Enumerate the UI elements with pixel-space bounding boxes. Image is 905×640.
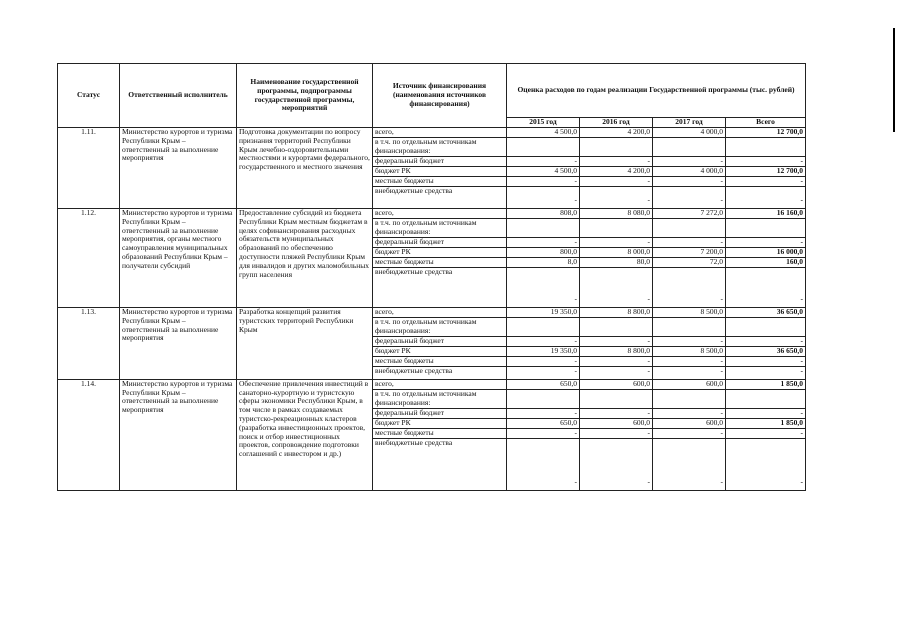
row-program: Обеспечение привлечения инвестиций в санаторно-курортную и туристскую сферы экономики Республики Крым, в том числе в рамках создаваемых туристско-рекреационных кластеров (разработка инвестиционных проектов, поиск и отбор инвестиционных проектов, сопровождение подготовки соглашений с инвестором и др.): [237, 379, 373, 490]
value-2016: [580, 219, 653, 238]
value-2017: 600,0: [653, 418, 726, 428]
value-total: [726, 219, 806, 238]
value-total: -: [726, 268, 806, 308]
financing-source: федеральный бюджет: [373, 408, 507, 418]
value-2017: [653, 389, 726, 408]
value-2017: 8 500,0: [653, 308, 726, 318]
financing-source: местные бюджеты: [373, 177, 507, 187]
value-2016: -: [580, 408, 653, 418]
value-2015: -: [507, 357, 580, 367]
value-2015: 19 350,0: [507, 347, 580, 357]
value-total: -: [726, 428, 806, 438]
value-2016: -: [580, 367, 653, 380]
value-2017: 4 000,0: [653, 167, 726, 177]
value-2017: -: [653, 438, 726, 490]
value-2016: -: [580, 438, 653, 490]
value-2016: 4 200,0: [580, 167, 653, 177]
value-total: 36 650,0: [726, 308, 806, 318]
header-executor: Ответственный исполнитель: [120, 64, 237, 128]
financing-source: всего,: [373, 308, 507, 318]
header-year-2015: 2015 год: [507, 118, 580, 128]
value-2016: -: [580, 337, 653, 347]
financing-source: местные бюджеты: [373, 357, 507, 367]
header-source: Источник финансирования (наименования источников финансирования): [373, 64, 507, 128]
row-status: 1.13.: [58, 308, 120, 380]
value-2016: [580, 138, 653, 157]
header-program: Наименование государственной программы, подпрограммы государственной программы, мероприятий: [237, 64, 373, 128]
value-total: [726, 318, 806, 337]
value-total: 1 850,0: [726, 379, 806, 389]
financing-source: бюджет РК: [373, 167, 507, 177]
value-2017: -: [653, 157, 726, 167]
value-2016: -: [580, 157, 653, 167]
value-2016: 600,0: [580, 379, 653, 389]
header-total: Всего: [726, 118, 806, 128]
value-2016: -: [580, 357, 653, 367]
value-total: -: [726, 357, 806, 367]
value-2017: 4 000,0: [653, 128, 726, 138]
value-2015: -: [507, 438, 580, 490]
financing-source: в т.ч. по отдельным источникам финансирования:: [373, 389, 507, 408]
value-total: 16 160,0: [726, 209, 806, 219]
value-2016: [580, 389, 653, 408]
header-estimate: Оценка расходов по годам реализации Государственной программы (тыс. рублей): [507, 64, 806, 118]
header-year-2016: 2016 год: [580, 118, 653, 128]
value-2016: 8 800,0: [580, 308, 653, 318]
value-total: 16 000,0: [726, 248, 806, 258]
value-2015: -: [507, 157, 580, 167]
value-2015: -: [507, 238, 580, 248]
financing-source: бюджет РК: [373, 347, 507, 357]
value-2017: 7 272,0: [653, 209, 726, 219]
value-2016: -: [580, 187, 653, 209]
value-2017: -: [653, 367, 726, 380]
value-2017: -: [653, 408, 726, 418]
value-2015: 4 500,0: [507, 167, 580, 177]
value-total: 1 850,0: [726, 418, 806, 428]
financing-source: внебюджетные средства: [373, 187, 507, 209]
value-2015: [507, 389, 580, 408]
row-status: 1.12.: [58, 209, 120, 308]
value-2015: -: [507, 428, 580, 438]
financing-source: бюджет РК: [373, 418, 507, 428]
value-2015: 800,0: [507, 248, 580, 258]
value-2015: -: [507, 367, 580, 380]
financing-source: местные бюджеты: [373, 428, 507, 438]
table-row: [58, 379, 806, 389]
value-2016: [580, 318, 653, 337]
value-2017: -: [653, 428, 726, 438]
value-2015: -: [507, 337, 580, 347]
value-2016: 600,0: [580, 418, 653, 428]
value-2016: -: [580, 428, 653, 438]
value-2015: 19 350,0: [507, 308, 580, 318]
table-row: [58, 308, 806, 318]
financing-source: местные бюджеты: [373, 258, 507, 268]
financing-source: в т.ч. по отдельным источникам финансирования:: [373, 219, 507, 238]
row-program: Подготовка документации по вопросу признания территорий Республики Крым лечебно-оздоровительными местностями и курортами федерального, государственного и местного значения: [237, 128, 373, 209]
value-2015: [507, 138, 580, 157]
value-2015: -: [507, 268, 580, 308]
value-total: -: [726, 337, 806, 347]
value-total: -: [726, 438, 806, 490]
row-program: Разработка концепций развития туристских территорий Республики Крым: [237, 308, 373, 380]
financing-source: внебюджетные средства: [373, 268, 507, 308]
value-total: -: [726, 238, 806, 248]
financing-source: федеральный бюджет: [373, 157, 507, 167]
value-2016: 8 080,0: [580, 209, 653, 219]
value-2017: 8 500,0: [653, 347, 726, 357]
financing-source: всего,: [373, 209, 507, 219]
budget-table: [57, 63, 806, 491]
value-2017: [653, 138, 726, 157]
row-status: 1.14.: [58, 379, 120, 490]
value-2016: -: [580, 238, 653, 248]
row-executor: Министерство курортов и туризма Республики Крым – ответственный за выполнение мероприятия: [120, 379, 237, 490]
value-total: 160,0: [726, 258, 806, 268]
value-total: 12 700,0: [726, 167, 806, 177]
value-2015: 8,0: [507, 258, 580, 268]
value-2017: -: [653, 177, 726, 187]
table-row: [58, 128, 806, 138]
row-status: 1.11.: [58, 128, 120, 209]
value-2016: 8 000,0: [580, 248, 653, 258]
value-2015: [507, 219, 580, 238]
financing-source: в т.ч. по отдельным источникам финансирования:: [373, 318, 507, 337]
row-executor: Министерство курортов и туризма Республики Крым – ответственный за выполнение мероприятия: [120, 308, 237, 380]
financing-source: всего,: [373, 128, 507, 138]
value-2015: 650,0: [507, 418, 580, 428]
financing-source: внебюджетные средства: [373, 438, 507, 490]
value-2017: [653, 318, 726, 337]
value-total: -: [726, 408, 806, 418]
value-2015: 650,0: [507, 379, 580, 389]
value-2017: -: [653, 337, 726, 347]
value-total: 12 700,0: [726, 128, 806, 138]
value-total: -: [726, 177, 806, 187]
financing-source: бюджет РК: [373, 248, 507, 258]
financing-source: внебюджетные средства: [373, 367, 507, 380]
table-row: [58, 209, 806, 219]
value-2017: 7 200,0: [653, 248, 726, 258]
value-2016: -: [580, 268, 653, 308]
value-2015: [507, 318, 580, 337]
value-2016: 80,0: [580, 258, 653, 268]
financing-source: федеральный бюджет: [373, 337, 507, 347]
value-total: -: [726, 367, 806, 380]
value-2016: 8 800,0: [580, 347, 653, 357]
value-2017: 600,0: [653, 379, 726, 389]
value-2017: -: [653, 238, 726, 248]
value-2017: [653, 219, 726, 238]
value-2016: 4 200,0: [580, 128, 653, 138]
value-total: 36 650,0: [726, 347, 806, 357]
financing-source: федеральный бюджет: [373, 238, 507, 248]
value-2017: -: [653, 357, 726, 367]
value-2017: -: [653, 268, 726, 308]
value-total: [726, 389, 806, 408]
value-2016: -: [580, 177, 653, 187]
header-year-2017: 2017 год: [653, 118, 726, 128]
header-status: Статус: [58, 64, 120, 128]
value-2017: 72,0: [653, 258, 726, 268]
value-2015: -: [507, 187, 580, 209]
row-program: Предоставление субсидий из бюджета Республики Крым местным бюджетам в целях софинансирования расходных обязательств муниципальных образований по обеспечению доступности пляжей Республики Крым для инвалидов и других маломобильных групп населения: [237, 209, 373, 308]
financing-source: всего,: [373, 379, 507, 389]
financing-source: в т.ч. по отдельным источникам финансирования:: [373, 138, 507, 157]
value-2017: -: [653, 187, 726, 209]
row-executor: Министерство курортов и туризма Республики Крым – ответственный за выполнение мероприятия, органы местного самоуправления муниципальных образований Республики Крым – получатели субсидий: [120, 209, 237, 308]
value-total: -: [726, 187, 806, 209]
value-2015: -: [507, 177, 580, 187]
value-2015: 4 500,0: [507, 128, 580, 138]
page-edge-mark: [893, 28, 895, 132]
value-total: [726, 138, 806, 157]
value-total: -: [726, 157, 806, 167]
row-executor: Министерство курортов и туризма Республики Крым – ответственный за выполнение мероприятия: [120, 128, 237, 209]
value-2015: 808,0: [507, 209, 580, 219]
value-2015: -: [507, 408, 580, 418]
